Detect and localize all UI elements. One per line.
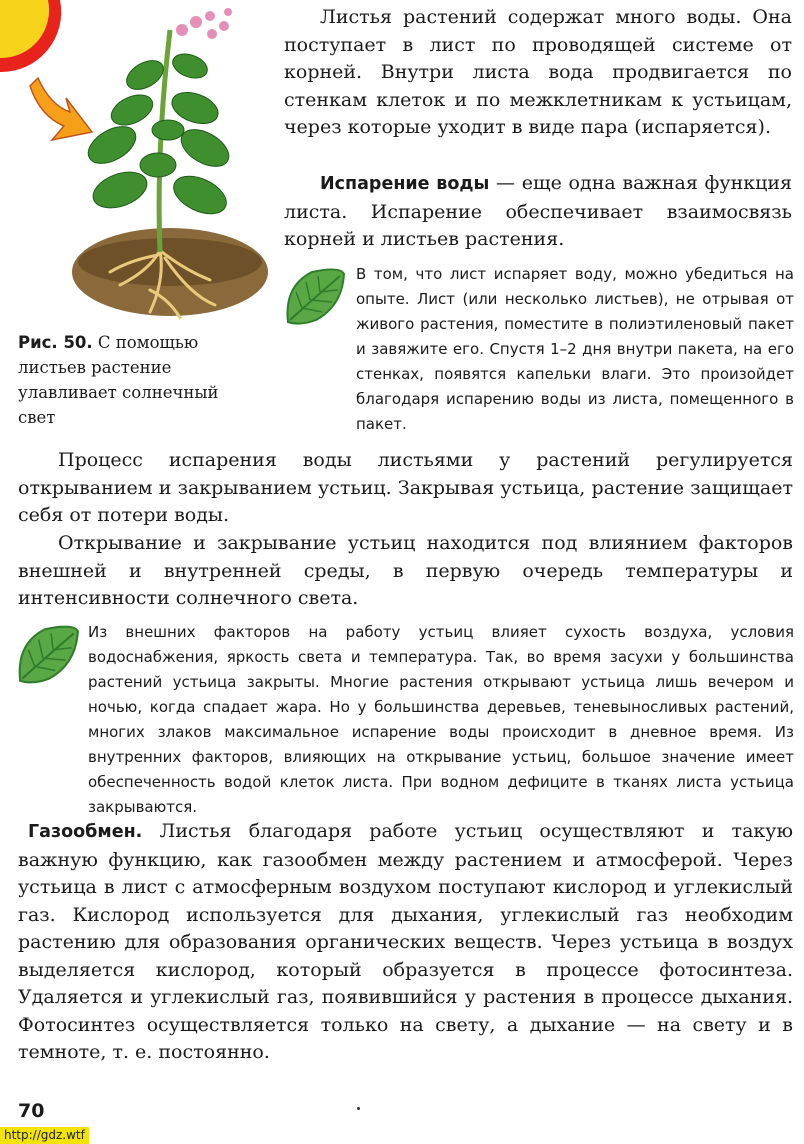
caption-label: Рис. 50. xyxy=(18,333,93,352)
page-number: 70 xyxy=(18,1100,45,1122)
gas-exchange-text: Листья благодаря работе устьиц осуществляют и такую важную функцию, как газообмен между растением и атмосферой. Через устьица в лист с атмосферным воздухом поступают кислород и углекислый газ. Кислород используется для дыхания, углекислый газ необходим растению для образования органических веществ. Через устьица в воздух выделяется кислород, который образуется в процессе фотосинтеза. Удаляется и углекислый газ, появившийся у растения в процессе дыхания. Фотосинтез осуществляется только на свету, а дыхание — на свету и в темноте, т. е. постоянно. xyxy=(18,820,793,1063)
leaf-icon xyxy=(14,622,82,688)
evaporation-text: — еще одна важная функция листа. Испарение обеспечивает взаимосвязь корней и листьев растения. xyxy=(284,172,793,250)
speck xyxy=(357,1107,360,1110)
experiment-box: В том, что лист испаряет воду, можно убедиться на опыте. Лист (или несколько листьев), не отрывая от живого растения, поместите в полиэтиленовый пакет и завяжите его. Спустя 1–2 дня внутри пакета, на его стенках, появятся капельки влаги. Это произойдет благодаря испарению воды из листа, помещенного в пакет. xyxy=(356,265,794,433)
plant-illustration xyxy=(0,0,270,330)
paragraph-regulation: Процесс испарения воды листьями у растений регулируется открыванием и закрыванием устьиц. Закрывая устьица, растение защищает себя от потери воды. xyxy=(18,449,793,526)
term-gas-exchange: Газообмен. xyxy=(28,822,143,842)
paragraph-leaves-water: Листья растений содержат много воды. Она поступает в лист по проводящей системе от корней. Внутри листа вода продвигается по стенкам клеток и по межклетникам к устьицам, через которые уходит в виде пара (испаряется). xyxy=(284,6,792,138)
watermark-link[interactable]: http://gdz.wtf xyxy=(0,1127,89,1144)
paragraph-evaporation xyxy=(284,170,792,254)
arrow-icon xyxy=(30,78,92,140)
leaf-icon xyxy=(282,266,348,328)
factors-box: Из внешних факторов на работу устьиц влияет сухость воздуха, условия водоснабжения, яркость света и температура. Так, во время засухи у большинства растений устьица закрыты. Многие растения открывают устьица лишь вечером и ночью, когда спадает жара. Но у большинства деревьев, теневыносливых растений, многих злаков максимальное испарение воды происходит в дневное время. Из внутренних факторов, влияющих на открывание устьиц, большое значение имеет обеспеченность водой клеток листа. При водном дефиците в тканях листа устьица закрываются. xyxy=(88,623,794,816)
paragraph-factors: Открывание и закрывание устьиц находится под влиянием факторов внешней и внутренней среды, в первую очередь температуры и интенсивности солнечного света. xyxy=(18,532,793,609)
caption-text: С помощью листьев растение улавливает солнечный свет xyxy=(18,333,219,427)
term-evaporation: Испарение воды xyxy=(320,174,490,194)
figure-caption xyxy=(18,330,238,430)
paragraph-gas-exchange xyxy=(18,818,793,1067)
